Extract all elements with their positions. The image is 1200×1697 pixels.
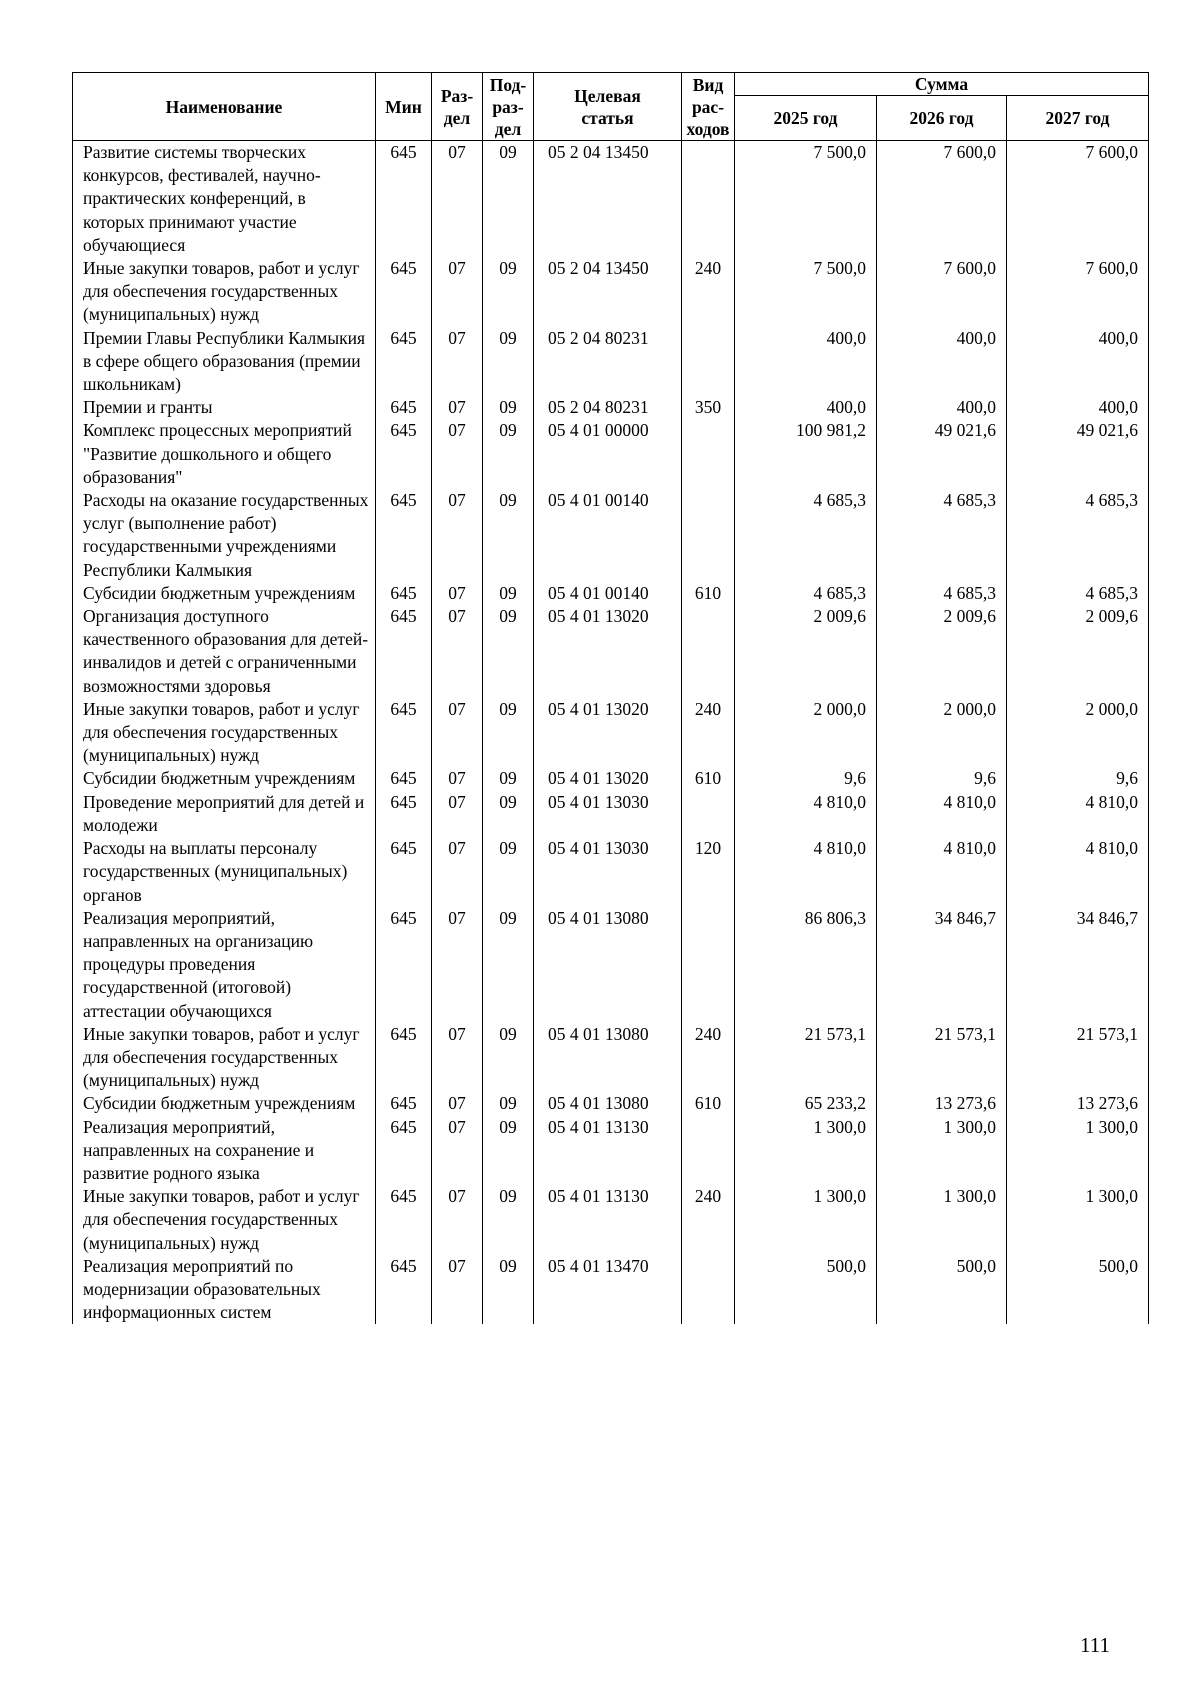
row-min: 645 — [376, 1023, 432, 1093]
row-min: 645 — [376, 1116, 432, 1186]
row-name: Субсидии бюджетным учреждениям — [73, 767, 376, 790]
row-name: Комплекс процессных мероприятий "Развитие дошкольного и общего образования" — [73, 419, 376, 489]
row-vid: 610 — [682, 582, 735, 605]
row-sum-2027: 34 846,7 — [1007, 907, 1149, 1023]
row-min: 645 — [376, 837, 432, 907]
row-sum-2027: 9,6 — [1007, 767, 1149, 790]
row-sum-2026: 13 273,6 — [877, 1092, 1007, 1115]
row-target: 05 4 01 13020 — [534, 698, 682, 768]
row-target: 05 2 04 80231 — [534, 327, 682, 397]
row-vid — [682, 907, 735, 1023]
table-row — [73, 419, 1149, 489]
row-podrazdel: 09 — [483, 698, 534, 768]
row-sum-2025: 100 981,2 — [735, 419, 877, 489]
row-razdel: 07 — [432, 837, 483, 907]
row-razdel: 07 — [432, 582, 483, 605]
row-target: 05 4 01 13030 — [534, 791, 682, 837]
table-row — [73, 605, 1149, 698]
row-podrazdel: 09 — [483, 582, 534, 605]
row-podrazdel: 09 — [483, 1255, 534, 1325]
row-min: 645 — [376, 767, 432, 790]
row-name: Реализация мероприятий по модернизации образовательных информационных систем — [73, 1255, 376, 1325]
header-min: Мин — [376, 73, 432, 141]
table-row — [73, 396, 1149, 419]
row-razdel: 07 — [432, 1023, 483, 1093]
row-razdel: 07 — [432, 767, 483, 790]
table-row — [73, 1092, 1149, 1115]
row-sum-2026: 21 573,1 — [877, 1023, 1007, 1093]
row-min: 645 — [376, 396, 432, 419]
row-vid — [682, 327, 735, 397]
row-min: 645 — [376, 489, 432, 582]
row-target: 05 4 01 13030 — [534, 837, 682, 907]
row-target: 05 2 04 13450 — [534, 257, 682, 327]
table-row — [73, 907, 1149, 1023]
row-razdel: 07 — [432, 327, 483, 397]
table-row — [73, 791, 1149, 837]
row-sum-2027: 21 573,1 — [1007, 1023, 1149, 1093]
row-sum-2026: 34 846,7 — [877, 907, 1007, 1023]
row-vid — [682, 419, 735, 489]
row-razdel: 07 — [432, 907, 483, 1023]
row-podrazdel: 09 — [483, 605, 534, 698]
header-year-2027: 2027 год — [1007, 96, 1149, 141]
row-name: Расходы на выплаты персоналу государственных (муниципальных) органов — [73, 837, 376, 907]
row-sum-2025: 7 500,0 — [735, 257, 877, 327]
row-min: 645 — [376, 1185, 432, 1255]
row-sum-2025: 65 233,2 — [735, 1092, 877, 1115]
table-row — [73, 1255, 1149, 1325]
table-row — [73, 837, 1149, 907]
row-podrazdel: 09 — [483, 419, 534, 489]
row-razdel: 07 — [432, 1185, 483, 1255]
row-sum-2027: 4 685,3 — [1007, 582, 1149, 605]
row-target: 05 4 01 13130 — [534, 1185, 682, 1255]
row-vid — [682, 1116, 735, 1186]
row-target: 05 4 01 00140 — [534, 489, 682, 582]
row-min: 645 — [376, 419, 432, 489]
row-sum-2025: 4 810,0 — [735, 837, 877, 907]
row-sum-2027: 49 021,6 — [1007, 419, 1149, 489]
row-podrazdel: 09 — [483, 327, 534, 397]
row-vid: 610 — [682, 767, 735, 790]
row-sum-2026: 7 600,0 — [877, 257, 1007, 327]
row-sum-2026: 1 300,0 — [877, 1116, 1007, 1186]
row-sum-2025: 21 573,1 — [735, 1023, 877, 1093]
table-row — [73, 257, 1149, 327]
row-razdel: 07 — [432, 605, 483, 698]
row-vid: 610 — [682, 1092, 735, 1115]
row-sum-2026: 400,0 — [877, 327, 1007, 397]
row-podrazdel: 09 — [483, 1023, 534, 1093]
table-row — [73, 489, 1149, 582]
row-sum-2025: 7 500,0 — [735, 141, 877, 258]
row-sum-2027: 4 685,3 — [1007, 489, 1149, 582]
row-target: 05 4 01 13080 — [534, 907, 682, 1023]
row-sum-2026: 4 810,0 — [877, 791, 1007, 837]
row-min: 645 — [376, 257, 432, 327]
row-sum-2026: 4 810,0 — [877, 837, 1007, 907]
row-min: 645 — [376, 327, 432, 397]
row-vid — [682, 489, 735, 582]
row-sum-2027: 2 000,0 — [1007, 698, 1149, 768]
row-target: 05 4 01 13470 — [534, 1255, 682, 1325]
row-vid: 350 — [682, 396, 735, 419]
row-target: 05 2 04 13450 — [534, 141, 682, 258]
row-razdel: 07 — [432, 419, 483, 489]
row-sum-2027: 7 600,0 — [1007, 141, 1149, 258]
header-target: Целевая статья — [534, 73, 682, 141]
row-sum-2027: 7 600,0 — [1007, 257, 1149, 327]
row-podrazdel: 09 — [483, 396, 534, 419]
row-sum-2025: 4 685,3 — [735, 489, 877, 582]
row-name: Развитие системы творческих конкурсов, фестивалей, научно-практических конференций, в которых принимают участие обучающиеся — [73, 141, 376, 258]
row-sum-2026: 9,6 — [877, 767, 1007, 790]
row-target: 05 4 01 13130 — [534, 1116, 682, 1186]
row-podrazdel: 09 — [483, 257, 534, 327]
row-vid — [682, 605, 735, 698]
row-razdel: 07 — [432, 1092, 483, 1115]
header-razdel: Раз- дел — [432, 73, 483, 141]
row-sum-2026: 49 021,6 — [877, 419, 1007, 489]
row-sum-2025: 400,0 — [735, 396, 877, 419]
row-min: 645 — [376, 141, 432, 258]
row-name: Премии Главы Республики Калмыкия в сфере общего образования (премии школьникам) — [73, 327, 376, 397]
row-name: Премии и гранты — [73, 396, 376, 419]
row-name: Организация доступного качественного образования для детей-инвалидов и детей с ограниченными возможностями здоровья — [73, 605, 376, 698]
row-target: 05 4 01 00140 — [534, 582, 682, 605]
row-name: Иные закупки товаров, работ и услуг для обеспечения государственных (муниципальных) нужд — [73, 698, 376, 768]
table-row — [73, 1185, 1149, 1255]
table-row — [73, 141, 1149, 258]
row-sum-2026: 1 300,0 — [877, 1185, 1007, 1255]
row-name: Иные закупки товаров, работ и услуг для обеспечения государственных (муниципальных) нужд — [73, 257, 376, 327]
row-name: Иные закупки товаров, работ и услуг для обеспечения государственных (муниципальных) нужд — [73, 1023, 376, 1093]
row-sum-2027: 1 300,0 — [1007, 1185, 1149, 1255]
row-vid: 240 — [682, 1185, 735, 1255]
row-sum-2026: 7 600,0 — [877, 141, 1007, 258]
row-vid: 240 — [682, 1023, 735, 1093]
row-vid — [682, 1255, 735, 1325]
header-year-2025: 2025 год — [735, 96, 877, 141]
row-min: 645 — [376, 605, 432, 698]
row-razdel: 07 — [432, 1116, 483, 1186]
row-min: 645 — [376, 1255, 432, 1325]
header-vid: Вид рас- ходов — [682, 73, 735, 141]
row-vid: 240 — [682, 257, 735, 327]
header-sum: Сумма — [735, 73, 1149, 96]
row-sum-2025: 1 300,0 — [735, 1185, 877, 1255]
row-sum-2025: 2 000,0 — [735, 698, 877, 768]
row-sum-2027: 500,0 — [1007, 1255, 1149, 1325]
row-razdel: 07 — [432, 791, 483, 837]
row-podrazdel: 09 — [483, 1092, 534, 1115]
table-row — [73, 698, 1149, 768]
row-vid — [682, 791, 735, 837]
row-target: 05 2 04 80231 — [534, 396, 682, 419]
header-podrazdel: Под- раз- дел — [483, 73, 534, 141]
table-row — [73, 1116, 1149, 1186]
row-target: 05 4 01 13020 — [534, 605, 682, 698]
row-min: 645 — [376, 582, 432, 605]
table-row — [73, 1023, 1149, 1093]
row-razdel: 07 — [432, 1255, 483, 1325]
table-row — [73, 327, 1149, 397]
row-sum-2027: 4 810,0 — [1007, 791, 1149, 837]
row-min: 645 — [376, 1092, 432, 1115]
row-sum-2027: 400,0 — [1007, 327, 1149, 397]
row-name: Реализация мероприятий, направленных на сохранение и развитие родного языка — [73, 1116, 376, 1186]
row-min: 645 — [376, 791, 432, 837]
row-vid: 120 — [682, 837, 735, 907]
row-podrazdel: 09 — [483, 767, 534, 790]
row-podrazdel: 09 — [483, 1116, 534, 1186]
row-sum-2027: 4 810,0 — [1007, 837, 1149, 907]
row-sum-2026: 4 685,3 — [877, 582, 1007, 605]
row-sum-2026: 2 009,6 — [877, 605, 1007, 698]
row-target: 05 4 01 00000 — [534, 419, 682, 489]
row-name: Проведение мероприятий для детей и молодежи — [73, 791, 376, 837]
page-number: 111 — [1080, 1633, 1110, 1657]
row-vid — [682, 141, 735, 258]
row-sum-2026: 2 000,0 — [877, 698, 1007, 768]
row-razdel: 07 — [432, 396, 483, 419]
row-sum-2027: 1 300,0 — [1007, 1116, 1149, 1186]
row-podrazdel: 09 — [483, 141, 534, 258]
row-min: 645 — [376, 907, 432, 1023]
row-sum-2027: 13 273,6 — [1007, 1092, 1149, 1115]
row-name: Субсидии бюджетным учреждениям — [73, 582, 376, 605]
row-name: Иные закупки товаров, работ и услуг для обеспечения государственных (муниципальных) нужд — [73, 1185, 376, 1255]
row-podrazdel: 09 — [483, 791, 534, 837]
row-podrazdel: 09 — [483, 489, 534, 582]
row-podrazdel: 09 — [483, 1185, 534, 1255]
budget-table — [72, 72, 1149, 1324]
row-razdel: 07 — [432, 698, 483, 768]
row-target: 05 4 01 13080 — [534, 1092, 682, 1115]
row-sum-2025: 4 810,0 — [735, 791, 877, 837]
row-sum-2025: 86 806,3 — [735, 907, 877, 1023]
row-sum-2026: 500,0 — [877, 1255, 1007, 1325]
row-name: Расходы на оказание государственных услуг (выполнение работ) государственными учреждениями Республики Калмыкия — [73, 489, 376, 582]
row-name: Реализация мероприятий, направленных на организацию процедуры проведения государственной (итоговой) аттестации обучающихся — [73, 907, 376, 1023]
header-name: Наименование — [73, 73, 376, 141]
row-vid: 240 — [682, 698, 735, 768]
table-row — [73, 582, 1149, 605]
row-name: Субсидии бюджетным учреждениям — [73, 1092, 376, 1115]
table-row — [73, 767, 1149, 790]
row-sum-2026: 400,0 — [877, 396, 1007, 419]
header-year-2026: 2026 год — [877, 96, 1007, 141]
row-razdel: 07 — [432, 489, 483, 582]
row-razdel: 07 — [432, 257, 483, 327]
row-sum-2026: 4 685,3 — [877, 489, 1007, 582]
row-target: 05 4 01 13020 — [534, 767, 682, 790]
table-body — [73, 141, 1149, 1325]
row-sum-2025: 4 685,3 — [735, 582, 877, 605]
row-sum-2025: 1 300,0 — [735, 1116, 877, 1186]
row-sum-2025: 2 009,6 — [735, 605, 877, 698]
row-min: 645 — [376, 698, 432, 768]
row-sum-2027: 400,0 — [1007, 396, 1149, 419]
row-sum-2025: 500,0 — [735, 1255, 877, 1325]
row-target: 05 4 01 13080 — [534, 1023, 682, 1093]
row-sum-2025: 400,0 — [735, 327, 877, 397]
row-sum-2025: 9,6 — [735, 767, 877, 790]
table-header — [73, 73, 1149, 141]
row-podrazdel: 09 — [483, 837, 534, 907]
row-podrazdel: 09 — [483, 907, 534, 1023]
row-sum-2027: 2 009,6 — [1007, 605, 1149, 698]
row-razdel: 07 — [432, 141, 483, 258]
